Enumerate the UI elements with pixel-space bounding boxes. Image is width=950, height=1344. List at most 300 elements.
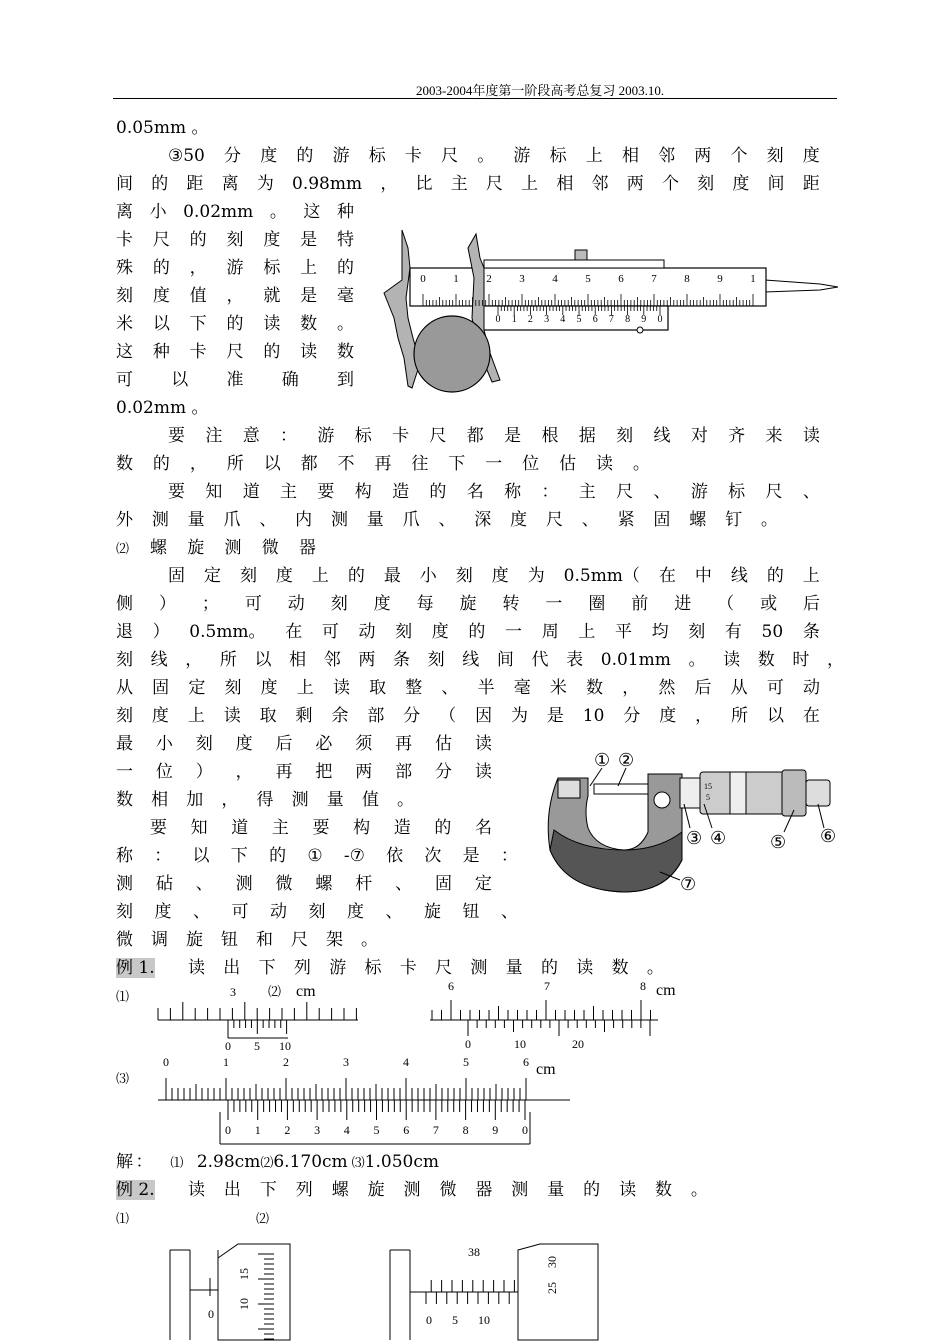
text-token: 刻	[308, 902, 326, 922]
text-token: 标	[368, 146, 386, 166]
text-token: 游	[226, 258, 244, 278]
text-token: 值	[189, 286, 207, 306]
text-token: 游	[317, 426, 335, 446]
scale-number: 1	[254, 1123, 261, 1137]
scale-number: 1	[511, 314, 517, 325]
text-line	[168, 478, 820, 506]
text-token: 定	[474, 874, 492, 894]
text-token: 尺	[485, 174, 503, 194]
scale-number: 3	[343, 1055, 349, 1069]
text-token: 所	[226, 454, 244, 474]
text-token: 标	[354, 426, 372, 446]
text-token: 可	[231, 902, 249, 922]
text-token: ，	[826, 650, 844, 670]
text-token: 、	[195, 874, 213, 894]
text-token: 、	[581, 510, 599, 530]
text-token: 圈	[588, 594, 606, 614]
scale-number: 5	[254, 1039, 260, 1053]
text-token: 读	[474, 762, 492, 782]
text-line	[168, 422, 820, 450]
scale-number: 0	[657, 314, 663, 325]
text-line	[116, 870, 492, 898]
text-token: 测	[403, 1180, 421, 1200]
text-token: 刻	[116, 902, 133, 922]
text-token: 的	[152, 258, 170, 278]
text-token: 标	[263, 258, 281, 278]
text-token: 相	[289, 650, 307, 670]
text-token: 的	[429, 482, 447, 502]
text-token: 刻	[239, 566, 257, 586]
text-token: 可	[766, 678, 784, 698]
text-token: 度	[510, 510, 528, 530]
text-token: 、	[441, 678, 459, 698]
text-token: 旋	[459, 594, 477, 614]
text-token: 邻	[591, 174, 609, 194]
text-token: 造	[393, 818, 411, 838]
scale-number: 0	[495, 314, 501, 325]
vernier-figure-1-2	[150, 978, 690, 1060]
text-token: 量	[505, 958, 523, 978]
text-token: 分	[224, 146, 242, 166]
text-token: 可	[321, 622, 339, 642]
text-token: ）	[195, 762, 213, 782]
text-token: 尺	[226, 342, 244, 362]
text-token: 动	[802, 678, 820, 698]
text-token: 测	[235, 874, 253, 894]
text-token: 、	[653, 482, 671, 502]
text-token: 、	[501, 902, 518, 922]
text-token: 数	[336, 342, 354, 362]
text-token: 两	[358, 650, 376, 670]
text-token: 要	[168, 482, 185, 502]
text-token: 标	[549, 146, 567, 166]
text-token: 都	[466, 426, 484, 446]
text-token: 的	[540, 958, 558, 978]
text-token: 毫	[336, 286, 354, 306]
text-token: 刻	[116, 706, 133, 726]
text-token: 刻	[766, 146, 784, 166]
text-line	[116, 758, 492, 786]
text-token: 后	[694, 678, 712, 698]
text-token: 的	[468, 622, 486, 642]
text-line	[116, 898, 518, 926]
text-token: 线	[730, 566, 748, 586]
text-token: 读	[576, 958, 594, 978]
text-token: 两	[626, 174, 644, 194]
label-5: ⑤	[770, 832, 787, 852]
vernier-caliper-figure	[380, 218, 842, 394]
text-line	[116, 674, 820, 702]
text-token: 下	[258, 958, 276, 978]
label-6: ⑥	[820, 826, 837, 846]
figure-number: ⑶	[116, 1072, 130, 1087]
text-token: 数	[654, 1180, 672, 1200]
text-token: 半	[477, 678, 495, 698]
text-token: 称	[504, 482, 522, 502]
text-token: 动	[287, 594, 305, 614]
text-token: 固	[168, 566, 185, 586]
text-token: ，	[226, 286, 244, 306]
scale-number: 7	[432, 1123, 439, 1137]
text-token: 固	[152, 678, 170, 698]
example-tag: 例 1.	[116, 958, 155, 978]
thimble-number: 10	[237, 1298, 251, 1310]
text-token: 邻	[658, 146, 676, 166]
text-token: 0.5mm。	[189, 622, 266, 642]
scale-number: 4	[552, 273, 558, 285]
text-line: 0.05mm 。	[116, 118, 209, 138]
text-token: 知	[190, 818, 208, 838]
text-token: 间	[496, 650, 514, 670]
text-token: 离	[116, 202, 133, 222]
text-token: 数	[586, 678, 604, 698]
text-token: ；	[201, 594, 219, 614]
text-token: 0.5mm（	[563, 566, 640, 586]
text-token: 或	[760, 594, 778, 614]
text-token: 的	[336, 258, 354, 278]
text-token: 以	[171, 370, 189, 390]
text-token: 所	[731, 706, 749, 726]
text-token: 的	[269, 846, 287, 866]
text-token: 尺	[429, 426, 447, 446]
scale-number: 6	[618, 273, 624, 285]
text-token: 10	[582, 706, 605, 726]
text-token: 种	[336, 202, 354, 222]
text-token: 出	[223, 958, 241, 978]
text-token: 的	[189, 230, 207, 250]
text-token: 内	[295, 510, 313, 530]
text-token: 间	[767, 174, 785, 194]
text-token: 度	[732, 174, 750, 194]
scale-number: 0	[465, 1037, 471, 1051]
text-token: 数	[116, 790, 133, 810]
scale-number: 10	[514, 1037, 526, 1051]
text-token: 尺	[765, 482, 783, 502]
text-token: 刻	[455, 566, 473, 586]
text-token: 的	[152, 454, 170, 474]
text-token: 游	[690, 482, 708, 502]
vernier-figure-3	[150, 1052, 580, 1148]
text-token: 取	[369, 678, 387, 698]
text-token: 器	[475, 1180, 493, 1200]
text-token: 进	[674, 594, 692, 614]
scale-number: 2	[486, 273, 492, 285]
text-line	[116, 618, 820, 646]
text-token: 。	[269, 202, 287, 222]
text-token: 相	[556, 174, 574, 194]
text-token: 度	[431, 622, 449, 642]
text-token: 读	[300, 342, 318, 362]
text-token: 以	[254, 650, 272, 670]
text-token: 读	[188, 958, 205, 978]
text-token: 这	[116, 342, 133, 362]
text-token: 这	[303, 202, 321, 222]
unit-label: cm	[536, 1061, 556, 1078]
text-token: 米	[549, 678, 567, 698]
text-token: 刻	[224, 678, 242, 698]
text-token: 构	[354, 482, 372, 502]
text-line	[168, 562, 820, 590]
text-token: 上	[311, 566, 329, 586]
text-token: 侧	[116, 594, 133, 614]
text-token: 代	[531, 650, 549, 670]
label-3: ③	[686, 828, 703, 848]
text-token: 钮	[462, 902, 480, 922]
text-token: 刻	[330, 594, 348, 614]
text-token: ，	[380, 174, 398, 194]
text-token: 深	[474, 510, 492, 530]
scale-number: 1	[223, 1055, 229, 1069]
text-token: 测	[511, 1180, 529, 1200]
text-token: 卡	[404, 146, 422, 166]
text-token: 平	[614, 622, 632, 642]
text-token: 转	[502, 594, 520, 614]
text-token: 微	[275, 874, 293, 894]
text-token: 游	[329, 958, 347, 978]
text-token: 刻	[195, 734, 213, 754]
fixed-number: 0	[208, 1307, 214, 1321]
text-token: 意	[242, 426, 260, 446]
text-token: 整	[405, 678, 423, 698]
text-token: 在	[802, 706, 820, 726]
text-token: 再	[275, 762, 293, 782]
text-token: 然	[658, 678, 676, 698]
text-token: 螺	[331, 1180, 349, 1200]
text-token: 卡	[399, 958, 417, 978]
text-token: 50	[761, 622, 784, 642]
text-token: 上	[802, 566, 820, 586]
text-token: （	[439, 706, 457, 726]
text-token: 读	[223, 706, 241, 726]
text-token: 剩	[295, 706, 313, 726]
scale-number: 2	[284, 1123, 291, 1137]
text-token: ：	[280, 426, 298, 446]
scale-number: 9	[641, 314, 647, 325]
text-token: 估	[435, 734, 452, 754]
text-token: 微	[439, 1180, 457, 1200]
scale-number: 4	[343, 1123, 350, 1137]
text-token: 主	[450, 174, 468, 194]
text-token: 须	[355, 734, 373, 754]
scale-number: 7	[544, 979, 550, 993]
text-token: 表	[566, 650, 584, 670]
text-token: 读	[332, 678, 350, 698]
text-token: 的	[583, 1180, 601, 1200]
text-token: 上	[296, 678, 314, 698]
text-token: 是	[300, 286, 318, 306]
text-token: 齐	[728, 426, 746, 446]
scale-number: 3	[519, 273, 525, 285]
thimble-number: 5	[706, 793, 710, 802]
text-token: 测	[224, 538, 242, 558]
text-token: 道	[231, 818, 249, 838]
text-token: 确	[281, 370, 299, 390]
text-token: 两	[694, 146, 712, 166]
text-line	[116, 506, 778, 534]
text-token: 线	[150, 650, 168, 670]
text-token: 是	[300, 230, 318, 250]
text-line	[116, 926, 378, 954]
text-token: 读	[474, 734, 492, 754]
text-token: 度	[802, 146, 820, 166]
text-token: 、	[385, 902, 403, 922]
text-line	[116, 282, 354, 310]
text-token: 有	[724, 622, 742, 642]
text-token: 分	[623, 706, 641, 726]
text-token: 到	[337, 370, 354, 390]
text-token: 下	[259, 1180, 277, 1200]
text-token: 数	[116, 454, 133, 474]
text-token: 卡	[189, 342, 207, 362]
text-token: 游	[332, 146, 350, 166]
text-token: 测	[470, 958, 488, 978]
scale-number: 3	[544, 314, 550, 325]
text-token: 来	[765, 426, 783, 446]
scale-number: 6	[523, 1055, 529, 1069]
text-token: 。	[760, 510, 778, 530]
text-token: 的	[151, 174, 169, 194]
text-token: 游	[513, 146, 531, 166]
scale-number: 0	[420, 273, 426, 285]
text-line	[116, 366, 354, 394]
text-token: 以	[152, 314, 170, 334]
text-token: 从	[730, 678, 748, 698]
text-token: 知	[205, 482, 223, 502]
text-token: 、	[395, 874, 413, 894]
text-token: 0.02mm	[183, 202, 254, 222]
text-token: 。	[477, 146, 495, 166]
scale-number: 9	[717, 273, 723, 285]
scale-number: 0	[225, 1123, 231, 1137]
text-token: 构	[353, 818, 371, 838]
text-token: 一	[505, 622, 523, 642]
text-token: ：	[500, 846, 518, 866]
text-token: 度	[347, 902, 364, 922]
text-token: 卡	[116, 230, 133, 250]
text-line	[116, 786, 414, 814]
text-token: 均	[651, 622, 669, 642]
scale-number: 0	[225, 1039, 231, 1053]
figure-number: ⑴	[116, 990, 130, 1005]
text-token: 就	[263, 286, 281, 306]
scale-number: 1	[750, 273, 756, 285]
text-token: 小	[149, 202, 167, 222]
text-line	[116, 842, 518, 870]
text-token: 。	[690, 1180, 708, 1200]
text-token: 度	[260, 146, 278, 166]
text-token: 测	[291, 790, 309, 810]
text-token: 测	[116, 874, 133, 894]
text-token: 称	[116, 846, 133, 866]
text-token: 为	[256, 174, 274, 194]
text-token: 卡	[392, 426, 410, 446]
text-token: 周	[541, 622, 559, 642]
text-token: 邻	[323, 650, 341, 670]
text-token: 测	[151, 510, 169, 530]
text-token: 架	[326, 930, 343, 950]
scale-number: 0	[163, 1055, 169, 1069]
label-4: ④	[710, 828, 727, 848]
scale-number: 8	[640, 979, 646, 993]
text-token: 、	[438, 510, 456, 530]
text-token: 后	[803, 594, 820, 614]
text-token: 间	[116, 174, 133, 194]
text-token: 位	[155, 762, 173, 782]
text-token: 紧	[617, 510, 635, 530]
text-token: ）	[152, 622, 170, 642]
text-token: 。	[361, 930, 378, 950]
text-token: 度	[659, 706, 677, 726]
text-token: 下	[448, 454, 466, 474]
text-token: ，	[185, 650, 203, 670]
scale-number: 4	[403, 1055, 409, 1069]
scale-number: 0	[522, 1123, 528, 1137]
text-token: 上	[578, 622, 596, 642]
text-line	[116, 226, 354, 254]
text-token: 名	[475, 818, 492, 838]
text-token: 得	[256, 790, 274, 810]
scale-number: 3	[230, 985, 236, 999]
text-token: 量	[547, 1180, 565, 1200]
text-token: （	[717, 594, 735, 614]
text-token: 0.98mm	[292, 174, 363, 194]
text-token: 毫	[513, 678, 531, 698]
text-line	[116, 590, 820, 618]
scale-number: 9	[492, 1123, 499, 1137]
text-line	[116, 646, 844, 674]
text-token: ，	[221, 790, 239, 810]
text-token: 主	[271, 818, 289, 838]
section-title-text	[150, 534, 316, 562]
text-token: 每	[416, 594, 434, 614]
text-token: 旋	[187, 538, 205, 558]
text-token: ①	[307, 846, 323, 866]
text-token: 次	[424, 846, 442, 866]
text-token: 刻	[116, 286, 133, 306]
text-line	[168, 142, 820, 170]
text-token: 度	[275, 566, 293, 586]
text-token: 数	[300, 314, 318, 334]
text-token: ，	[189, 258, 207, 278]
text-token: 、	[802, 482, 820, 502]
page-header: 2003-2004年度第一阶段高考总复习 2003.10.	[416, 83, 665, 98]
text-token: 测	[330, 510, 348, 530]
text-token: 相	[151, 790, 169, 810]
unit-label: cm	[656, 982, 676, 999]
text-token: 定	[203, 566, 221, 586]
text-token: ，	[622, 678, 640, 698]
text-token: 刻	[116, 650, 133, 670]
text-token: 估	[559, 454, 577, 474]
example-tag: 例 2.	[116, 1180, 155, 1200]
text-token: 个	[730, 146, 748, 166]
text-token: ，	[189, 454, 207, 474]
text-token: 数	[611, 958, 629, 978]
text-token: 数	[757, 650, 775, 670]
text-token: 度	[260, 678, 278, 698]
text-token: 器	[299, 538, 316, 558]
text-token: 都	[300, 454, 318, 474]
text-token: 依	[386, 846, 404, 866]
thimble-number: 38	[468, 1245, 480, 1259]
text-token: 固	[653, 510, 671, 530]
text-token: 尺	[435, 958, 453, 978]
text-token: 比	[415, 174, 433, 194]
text-token: 所	[219, 650, 237, 670]
text-token: 。	[688, 650, 706, 670]
scale-number: 7	[651, 273, 657, 285]
text-token: 度	[373, 594, 391, 614]
